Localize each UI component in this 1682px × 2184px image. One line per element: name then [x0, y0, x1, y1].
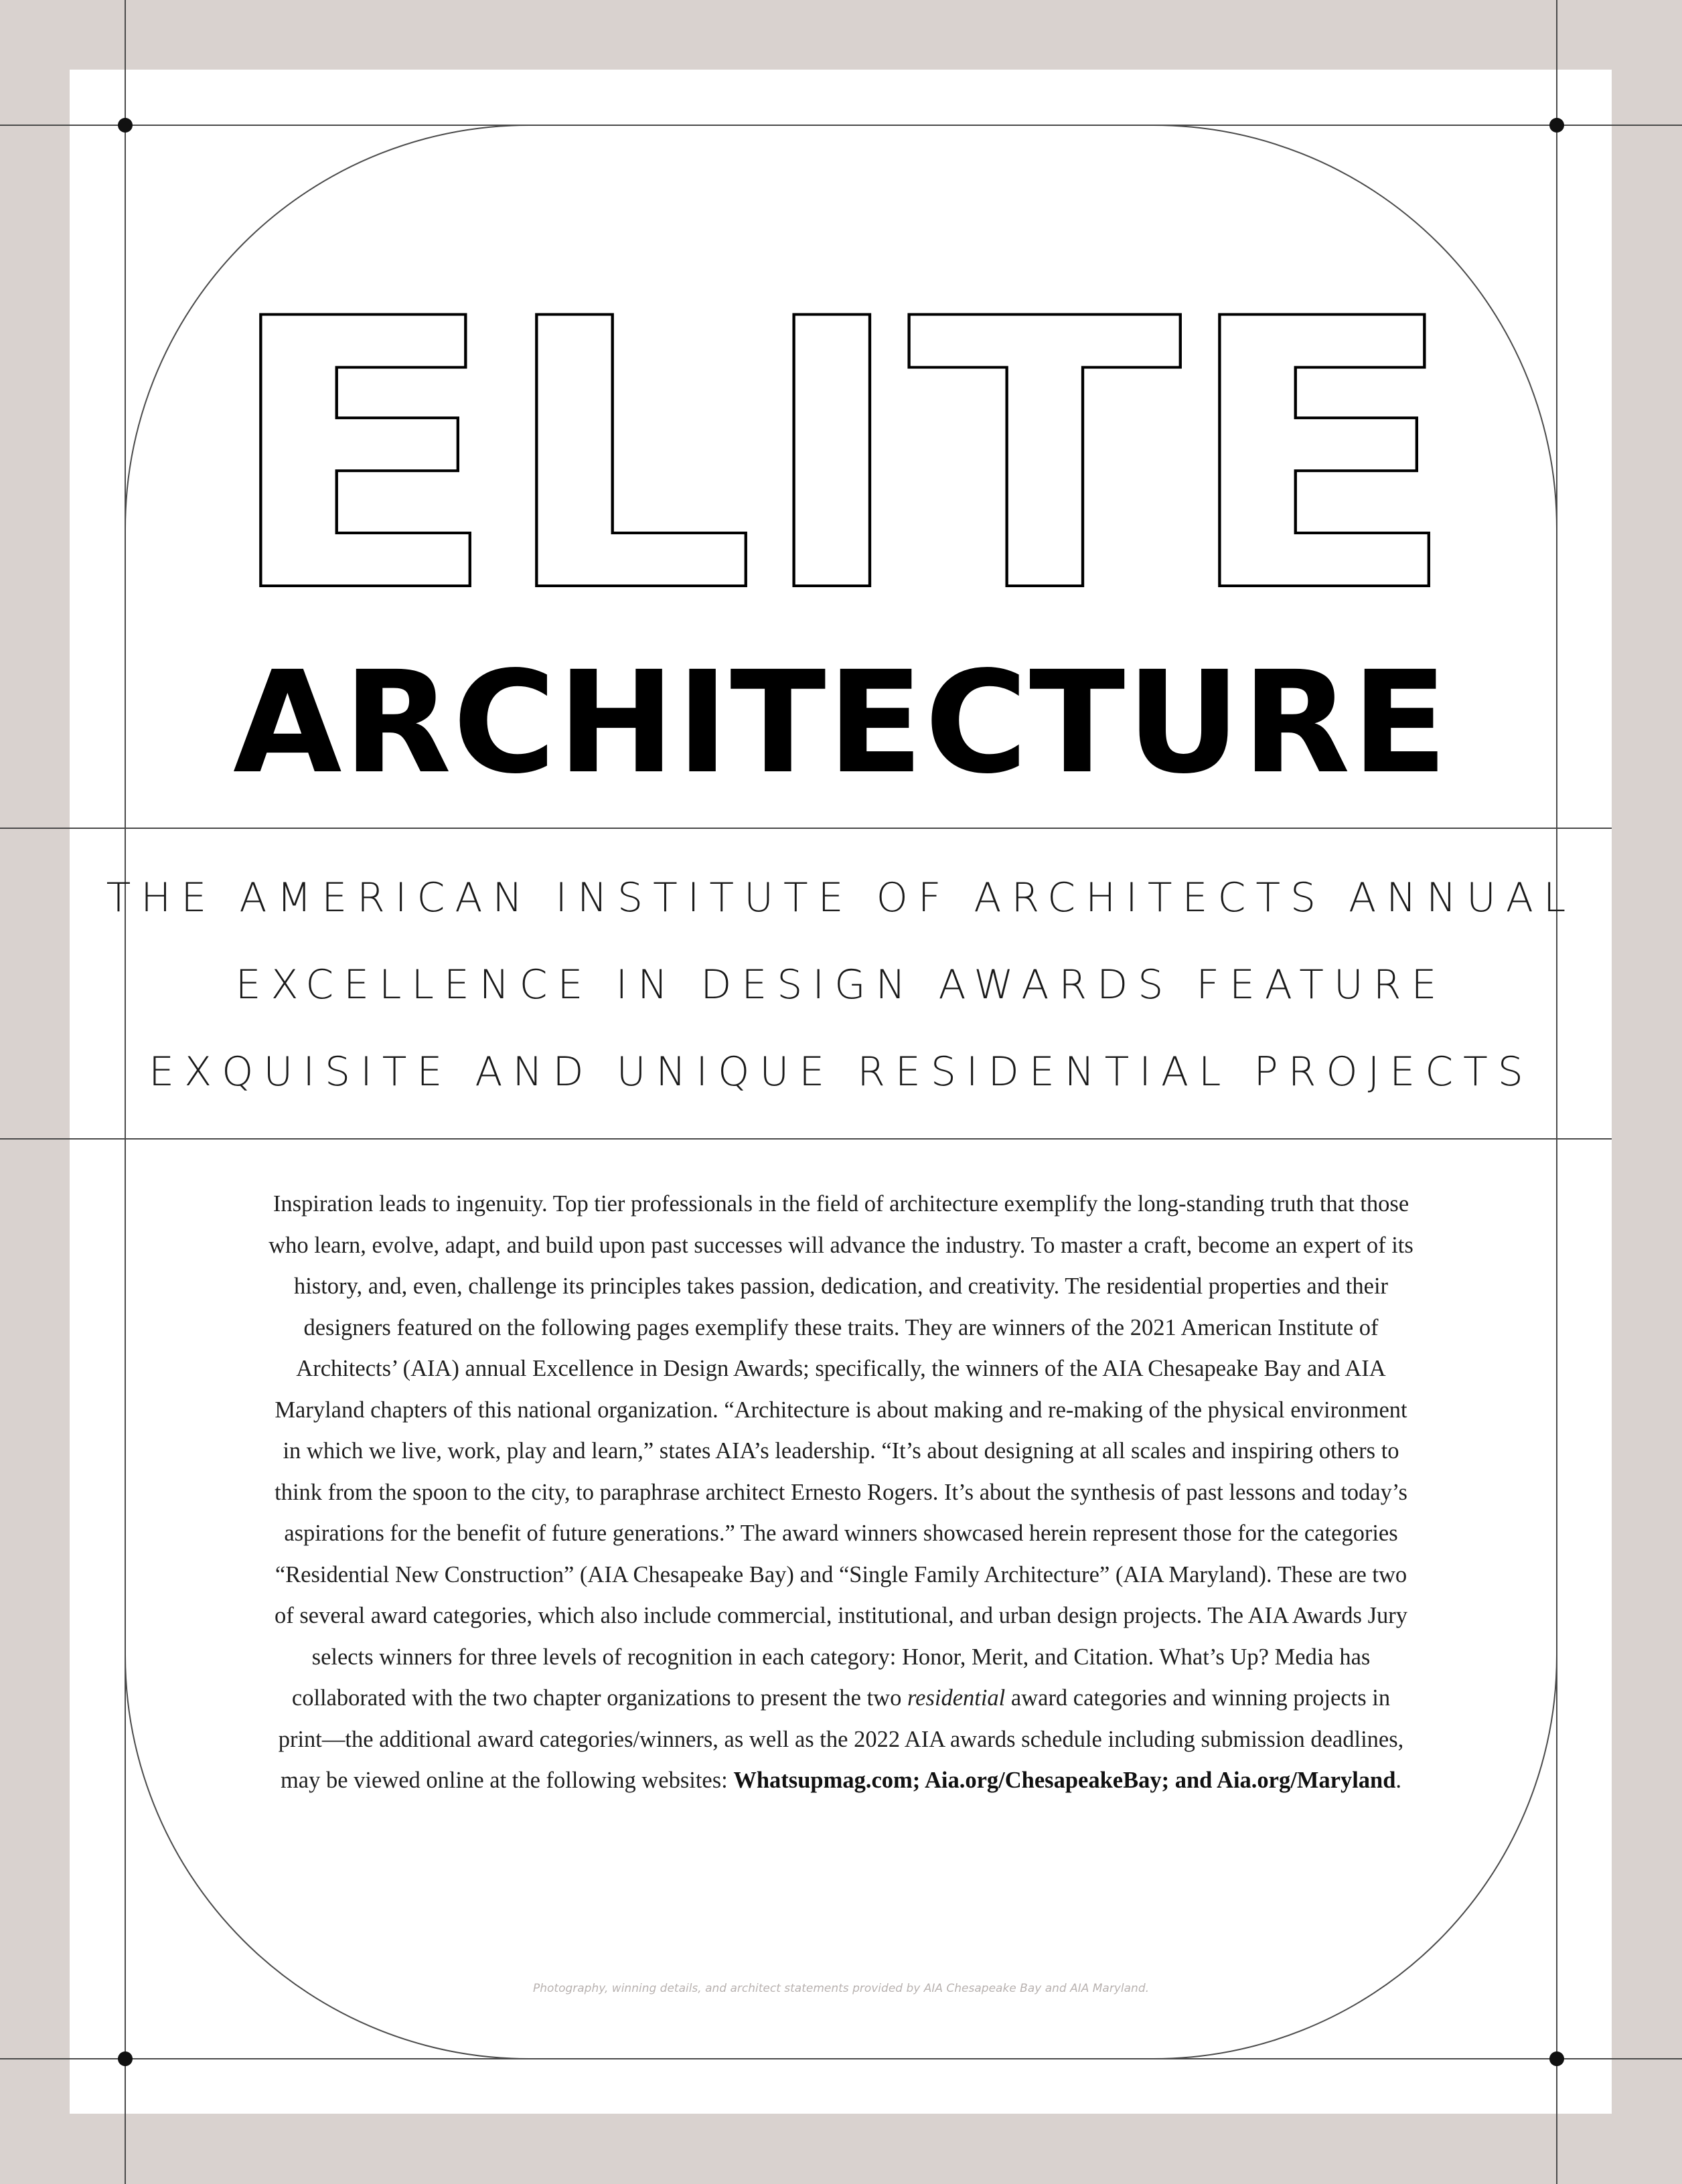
elite-title-text: ELITE: [224, 241, 1458, 674]
photo-credit: Photography, winning details, and architect statements provided by AIA Chesapeake Bay and AIA Maryland.: [532, 1982, 1150, 1995]
subtitle: [0, 864, 1682, 1125]
body-italic-word: residential: [907, 1685, 1006, 1711]
body-main: Inspiration leads to ingenuity. Top tier professionals in the field of architecture exemplify the long-standing truth that those who learn, evolve, adapt, and build upon past successes will advance the industry. To master a craft, become an expert of its history, and, even, challenge its principles takes passion, dedication, and creativity. The residential properties and their designers featured on the following pages exemplify these traits. They are winners of the 2021 American Institute of Architects’ (AIA) annual Excellence in Design Awards; specifically, the winners of the AIA Chesapeake Bay and AIA Maryland chapters of this national organization. “Architecture is about making and re-making of the physical environment in which we live, work, play and learn,” states AIA’s leadership. “It’s about designing at all scales and inspiring others to think from the spoon to the city, to paraphrase architect Ernesto Rogers. It’s about the synthesis of past lessons and today’s aspirations for the benefit of future generations.” The award winners showcased herein represent those for the categories “Residential New Construction” (AIA Chesapeake Bay) and “Single Family Architecture” (AIA Maryland). These are two of several award categories, which also include commercial, institutional, and urban design projects. The AIA Awards Jury selects winners for three levels of recognition in each category: Honor, Merit, and Citation. What’s Up? Media has collaborated with the two chapter organizations to present the two: [269, 1191, 1413, 1711]
architecture-title: ARCHITECTURE: [233, 641, 1449, 805]
subtitle-line: THE AMERICAN INSTITUTE OF ARCHITECTS ANNUAL: [106, 874, 1576, 921]
subtitle-line: EXCELLENCE IN DESIGN AWARDS FEATURE: [235, 961, 1447, 1008]
body-paragraph: [268, 1184, 1414, 1802]
body-after-italic: award categories and winning projects in print—the additional award categories/winners, as well as the 2022 AIA awards schedule including submission deadlines, may be viewed online at the following websites:: [278, 1685, 1404, 1793]
subtitle-line: EXQUISITE AND UNIQUE RESIDENTIAL PROJECTS: [149, 1048, 1533, 1095]
body-websites: Whatsupmag.com; Aia.org/ChesapeakeBay; and Aia.org/Maryland: [733, 1768, 1396, 1793]
body-end: .: [1395, 1768, 1402, 1793]
body-text: [268, 1184, 1414, 1802]
